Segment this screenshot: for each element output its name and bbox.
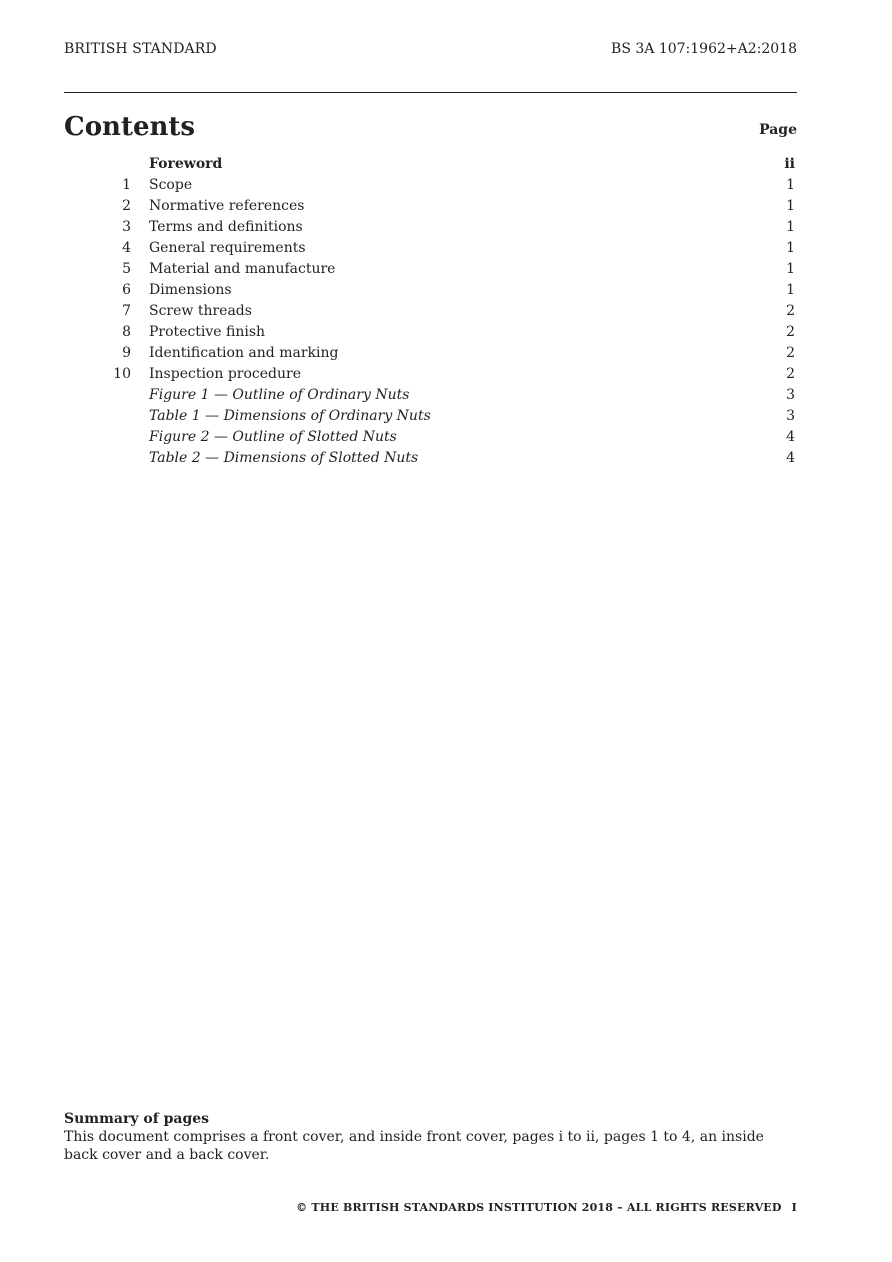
- header-standard-label: BRITISH STANDARD: [64, 41, 217, 57]
- toc-entry-title: Inspection procedure: [149, 366, 301, 382]
- toc-entry-title: Figure 2 — Outline of Slotted Nuts: [149, 429, 397, 445]
- summary-title: Summary of pages: [64, 1111, 210, 1127]
- page-column-label: Page: [759, 122, 797, 138]
- toc-entry-title: Screw threads: [149, 303, 252, 319]
- toc-entry-page: 4: [786, 429, 795, 445]
- toc-entry-number: 2: [122, 198, 131, 214]
- toc-entry-page: 1: [786, 282, 795, 298]
- toc-entry-number: 1: [122, 177, 131, 193]
- toc-entry-title: Scope: [149, 177, 193, 193]
- toc-entry-page: 3: [786, 408, 795, 424]
- toc-entry-page: 2: [786, 345, 795, 361]
- toc-entry-title: Table 1 — Dimensions of Ordinary Nuts: [149, 408, 431, 424]
- toc-entry[interactable]: [64, 406, 797, 427]
- toc-entry-number: 6: [122, 282, 131, 298]
- toc-entry-page: ii: [784, 156, 795, 172]
- toc-entry[interactable]: [64, 196, 797, 217]
- toc-entry[interactable]: [64, 238, 797, 259]
- toc-entry-number: 5: [122, 261, 131, 277]
- toc-entry-title: Table 2 — Dimensions of Slotted Nuts: [149, 450, 419, 466]
- table-of-contents: [64, 154, 797, 469]
- toc-entry[interactable]: [64, 301, 797, 322]
- toc-entry-title: General requirements: [149, 240, 306, 256]
- toc-entry-title: Protective finish: [149, 324, 266, 340]
- toc-entry-title: Figure 1 — Outline of Ordinary Nuts: [149, 387, 410, 403]
- toc-entry[interactable]: [64, 154, 797, 175]
- toc-entry-page: 4: [786, 450, 795, 466]
- toc-entry-page: 1: [786, 177, 795, 193]
- toc-entry-title: Identification and marking: [149, 345, 339, 361]
- toc-entry-number: 8: [122, 324, 131, 340]
- summary-of-pages: [64, 1110, 797, 1164]
- toc-entry-title: Dimensions: [149, 282, 232, 298]
- toc-entry-number: 7: [122, 303, 131, 319]
- header-standard-number: BS 3A 107:1962+A2:2018: [611, 41, 797, 57]
- toc-entry-page: 2: [786, 303, 795, 319]
- contents-title: Contents: [64, 112, 196, 142]
- toc-entry-page: 2: [786, 324, 795, 340]
- footer-page-number: I: [791, 1201, 797, 1214]
- toc-entry[interactable]: [64, 343, 797, 364]
- toc-entry[interactable]: [64, 448, 797, 469]
- toc-entry-page: 3: [786, 387, 795, 403]
- toc-entry-number: 9: [122, 345, 131, 361]
- toc-entry[interactable]: [64, 427, 797, 448]
- summary-body: This document comprises a front cover, and inside front cover, pages i to ii, pages 1 to 4, an inside back cover and a back cover.: [64, 1129, 764, 1163]
- footer-copyright: © THE BRITISH STANDARDS INSTITUTION 2018 – ALL RIGHTS RESERVED: [296, 1201, 782, 1214]
- toc-entry[interactable]: [64, 322, 797, 343]
- header-rule: [64, 92, 797, 93]
- toc-entry-page: 1: [786, 219, 795, 235]
- toc-entry-title: Material and manufacture: [149, 261, 336, 277]
- toc-entry[interactable]: [64, 364, 797, 385]
- toc-entry-page: 1: [786, 261, 795, 277]
- toc-entry-number: 4: [122, 240, 131, 256]
- toc-entry[interactable]: [64, 217, 797, 238]
- toc-entry-page: 1: [786, 198, 795, 214]
- footer: [296, 1201, 797, 1214]
- toc-entry-title: Foreword: [149, 156, 223, 172]
- toc-entry-page: 2: [786, 366, 795, 382]
- toc-entry[interactable]: [64, 259, 797, 280]
- toc-entry-number: 3: [122, 219, 131, 235]
- toc-entry[interactable]: [64, 175, 797, 196]
- toc-entry-title: Terms and definitions: [149, 219, 303, 235]
- toc-entry-number: 10: [113, 366, 131, 382]
- toc-entry-page: 1: [786, 240, 795, 256]
- toc-entry[interactable]: [64, 280, 797, 301]
- toc-entry[interactable]: [64, 385, 797, 406]
- toc-entry-title: Normative references: [149, 198, 305, 214]
